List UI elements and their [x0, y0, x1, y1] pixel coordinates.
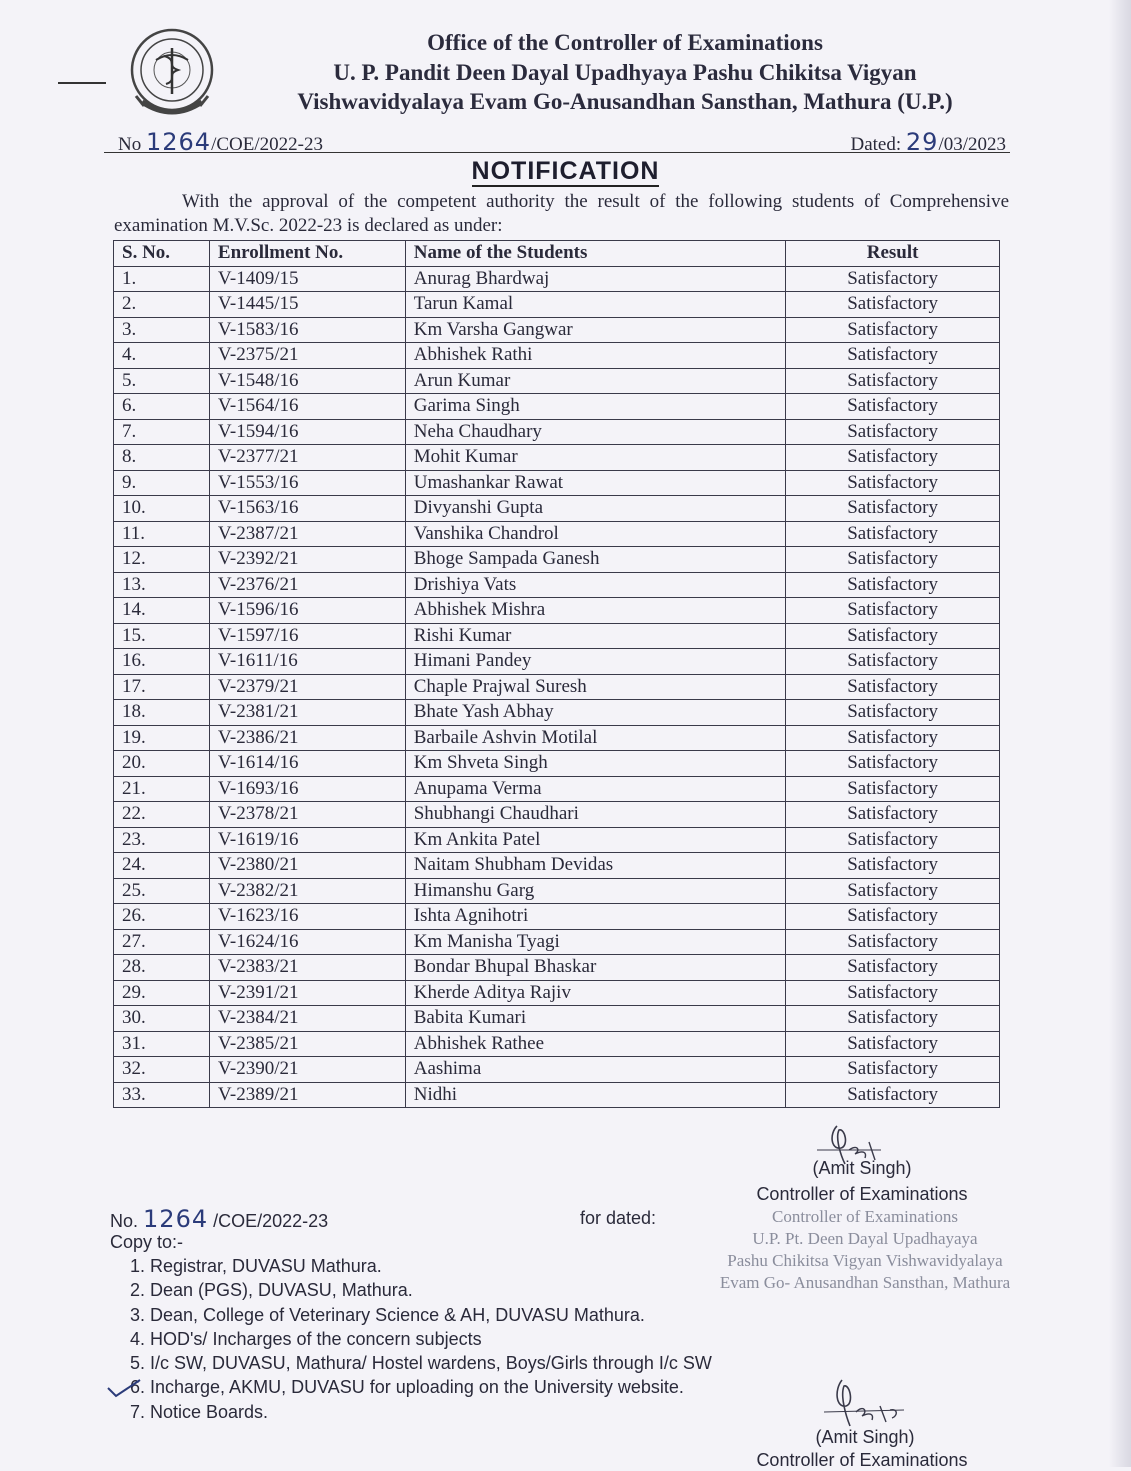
- copy-to-item: 2. Dean (PGS), DUVASU, Mathura.: [150, 1278, 712, 1302]
- cell-enrollment: V-1611/16: [209, 649, 405, 675]
- table-row: [114, 266, 1000, 292]
- cell-sno: 4.: [114, 343, 210, 369]
- cell-sno: 27.: [114, 929, 210, 955]
- cell-enrollment: V-1409/15: [209, 266, 405, 292]
- table-row: [114, 725, 1000, 751]
- official-stamp: [700, 1206, 1030, 1294]
- cell-enrollment: V-1693/16: [209, 776, 405, 802]
- cell-result: Satisfactory: [786, 394, 1000, 420]
- cell-sno: 25.: [114, 878, 210, 904]
- cell-student-name: Tarun Kamal: [405, 292, 785, 318]
- cell-result: Satisfactory: [786, 317, 1000, 343]
- results-header-row: [114, 241, 1000, 267]
- notification-title-text: NOTIFICATION: [471, 157, 660, 185]
- reference-no-handwritten: 1264: [145, 128, 212, 156]
- cell-enrollment: V-2391/21: [209, 980, 405, 1006]
- cell-student-name: Naitam Shubham Devidas: [405, 853, 785, 879]
- reference-no-suffix: /COE/2022-23: [211, 134, 323, 155]
- cell-enrollment: V-2384/21: [209, 1006, 405, 1032]
- stamp-line-2: U.P. Pt. Deen Dayal Upadhayaya: [752, 1229, 978, 1248]
- cell-student-name: Babita Kumari: [405, 1006, 785, 1032]
- cell-student-name: Himani Pandey: [405, 649, 785, 675]
- cell-enrollment: V-1623/16: [209, 904, 405, 930]
- cell-result: Satisfactory: [786, 343, 1000, 369]
- cell-sno: 13.: [114, 572, 210, 598]
- cell-enrollment: V-1553/16: [209, 470, 405, 496]
- cell-student-name: Bhate Yash Abhay: [405, 700, 785, 726]
- table-row: [114, 547, 1000, 573]
- results-body: [114, 266, 1000, 1108]
- cell-student-name: Abhishek Rathi: [405, 343, 785, 369]
- cell-result: Satisfactory: [786, 878, 1000, 904]
- cell-sno: 32.: [114, 1057, 210, 1083]
- cell-student-name: Anupama Verma: [405, 776, 785, 802]
- table-row: [114, 623, 1000, 649]
- cell-enrollment: V-1583/16: [209, 317, 405, 343]
- cell-sno: 16.: [114, 649, 210, 675]
- cell-sno: 22.: [114, 802, 210, 828]
- table-row: [114, 904, 1000, 930]
- cell-sno: 18.: [114, 700, 210, 726]
- cell-enrollment: V-1619/16: [209, 827, 405, 853]
- cell-student-name: Bondar Bhupal Bhaskar: [405, 955, 785, 981]
- copy-to-item: 6. Incharge, AKMU, DUVASU for uploading on the University website.: [150, 1375, 712, 1399]
- footer-reference-number: [110, 1205, 328, 1233]
- margin-mark: [58, 82, 106, 84]
- footer-no-handwritten: 1264: [143, 1205, 209, 1233]
- table-row: [114, 827, 1000, 853]
- cell-sno: 8.: [114, 445, 210, 471]
- cell-student-name: Neha Chaudhary: [405, 419, 785, 445]
- table-row: [114, 1082, 1000, 1108]
- cell-enrollment: V-2382/21: [209, 878, 405, 904]
- cell-result: Satisfactory: [786, 445, 1000, 471]
- cell-result: Satisfactory: [786, 904, 1000, 930]
- cell-result: Satisfactory: [786, 598, 1000, 624]
- cell-student-name: Km Shveta Singh: [405, 751, 785, 777]
- table-row: [114, 470, 1000, 496]
- cell-result: Satisfactory: [786, 827, 1000, 853]
- cell-student-name: Aashima: [405, 1057, 785, 1083]
- cell-student-name: Mohit Kumar: [405, 445, 785, 471]
- table-row: [114, 929, 1000, 955]
- intro-paragraph: With the approval of the competent authority the result of the following students of Comprehensive examination M.V.Sc. 2022-23 is declared as under:: [114, 191, 1009, 236]
- university-seal-logo: [122, 22, 222, 122]
- cell-enrollment: V-2386/21: [209, 725, 405, 751]
- cell-student-name: Divyanshi Gupta: [405, 496, 785, 522]
- cell-student-name: Chaple Prajwal Suresh: [405, 674, 785, 700]
- table-row: [114, 700, 1000, 726]
- signatory-title-2: Controller of Examinations: [756, 1450, 968, 1470]
- cell-sno: 15.: [114, 623, 210, 649]
- header-university-location: Vishwavidyalaya Evam Go-Anusandhan Sansthan, Mathura (U.P.): [297, 89, 953, 114]
- cell-enrollment: V-2379/21: [209, 674, 405, 700]
- cell-student-name: Garima Singh: [405, 394, 785, 420]
- table-row: [114, 955, 1000, 981]
- cell-sno: 2.: [114, 292, 210, 318]
- stamp-line-4: Evam Go- Anusandhan Sansthan, Mathura: [719, 1273, 1011, 1292]
- cell-enrollment: V-2389/21: [209, 1082, 405, 1108]
- cell-sno: 14.: [114, 598, 210, 624]
- results-table: [113, 240, 1000, 1108]
- footer-no-label: No.: [110, 1211, 139, 1231]
- cell-result: Satisfactory: [786, 266, 1000, 292]
- copy-to-item: 4. HOD's/ Incharges of the concern subjects: [150, 1327, 712, 1351]
- cell-result: Satisfactory: [786, 572, 1000, 598]
- cell-result: Satisfactory: [786, 751, 1000, 777]
- reference-line: [104, 126, 1010, 156]
- cell-result: Satisfactory: [786, 725, 1000, 751]
- footer-no-suffix: /COE/2022-23: [213, 1211, 329, 1231]
- cell-student-name: Abhishek Rathee: [405, 1031, 785, 1057]
- header-university-name: U. P. Pandit Deen Dayal Upadhyaya Pashu Chikitsa Vigyan: [333, 60, 917, 85]
- cell-sno: 6.: [114, 394, 210, 420]
- reference-number: [118, 128, 323, 156]
- table-row: [114, 572, 1000, 598]
- reference-no-label: No: [118, 134, 142, 155]
- cell-enrollment: V-2390/21: [209, 1057, 405, 1083]
- cell-sno: 5.: [114, 368, 210, 394]
- cell-sno: 24.: [114, 853, 210, 879]
- signatory-name-2: (Amit Singh): [815, 1427, 915, 1447]
- cell-enrollment: V-2387/21: [209, 521, 405, 547]
- cell-result: Satisfactory: [786, 419, 1000, 445]
- cell-result: Satisfactory: [786, 649, 1000, 675]
- cell-enrollment: V-2385/21: [209, 1031, 405, 1057]
- dated-rest: /03/2023: [938, 134, 1006, 155]
- cell-student-name: Bhoge Sampada Ganesh: [405, 547, 785, 573]
- table-row: [114, 1057, 1000, 1083]
- cell-sno: 17.: [114, 674, 210, 700]
- cell-result: Satisfactory: [786, 980, 1000, 1006]
- table-row: [114, 980, 1000, 1006]
- cell-enrollment: V-1597/16: [209, 623, 405, 649]
- cell-enrollment: V-1548/16: [209, 368, 405, 394]
- cell-sno: 1.: [114, 266, 210, 292]
- cell-result: Satisfactory: [786, 802, 1000, 828]
- cell-sno: 23.: [114, 827, 210, 853]
- table-row: [114, 802, 1000, 828]
- table-row: [114, 776, 1000, 802]
- cell-sno: 30.: [114, 1006, 210, 1032]
- copy-to-item: 1. Registrar, DUVASU Mathura.: [150, 1254, 712, 1278]
- cell-sno: 12.: [114, 547, 210, 573]
- cell-result: Satisfactory: [786, 1057, 1000, 1083]
- cell-student-name: Drishiya Vats: [405, 572, 785, 598]
- table-row: [114, 598, 1000, 624]
- signature-scribble-2: [820, 1376, 906, 1428]
- cell-student-name: Umashankar Rawat: [405, 470, 785, 496]
- cell-result: Satisfactory: [786, 674, 1000, 700]
- cell-sno: 33.: [114, 1082, 210, 1108]
- cell-enrollment: V-2376/21: [209, 572, 405, 598]
- cell-sno: 9.: [114, 470, 210, 496]
- cell-enrollment: V-2380/21: [209, 853, 405, 879]
- cell-student-name: Arun Kumar: [405, 368, 785, 394]
- table-row: [114, 674, 1000, 700]
- table-row: [114, 394, 1000, 420]
- cell-student-name: Shubhangi Chaudhari: [405, 802, 785, 828]
- cell-sno: 7.: [114, 419, 210, 445]
- cell-sno: 20.: [114, 751, 210, 777]
- table-row: [114, 445, 1000, 471]
- copy-to-list: [110, 1254, 712, 1424]
- copy-to-item: 5. I/c SW, DUVASU, Mathura/ Hostel wardens, Boys/Girls through I/c SW: [150, 1351, 712, 1375]
- cell-sno: 21.: [114, 776, 210, 802]
- copy-to-item: 7. Notice Boards.: [150, 1400, 712, 1424]
- cell-result: Satisfactory: [786, 955, 1000, 981]
- table-row: [114, 649, 1000, 675]
- cell-sno: 26.: [114, 904, 210, 930]
- cell-student-name: Km Varsha Gangwar: [405, 317, 785, 343]
- signatory-title-1: Controller of Examinations: [756, 1184, 968, 1204]
- cell-sno: 11.: [114, 521, 210, 547]
- cell-result: Satisfactory: [786, 929, 1000, 955]
- reference-date: [850, 128, 1006, 156]
- table-row: [114, 419, 1000, 445]
- copy-to-label: Copy to:-: [110, 1232, 184, 1252]
- cell-student-name: Vanshika Chandrol: [405, 521, 785, 547]
- table-row: [114, 496, 1000, 522]
- cell-result: Satisfactory: [786, 496, 1000, 522]
- stamp-line-1: Controller of Examinations: [771, 1207, 959, 1226]
- cell-student-name: Rishi Kumar: [405, 623, 785, 649]
- cell-result: Satisfactory: [786, 1082, 1000, 1108]
- header-result: Result: [786, 241, 1000, 267]
- cell-result: Satisfactory: [786, 700, 1000, 726]
- header-sno: S. No.: [114, 241, 210, 267]
- cell-enrollment: V-1624/16: [209, 929, 405, 955]
- cell-enrollment: V-1596/16: [209, 598, 405, 624]
- table-row: [114, 1006, 1000, 1032]
- table-row: [114, 1031, 1000, 1057]
- cell-result: Satisfactory: [786, 292, 1000, 318]
- signatory-name-1: (Amit Singh): [812, 1158, 912, 1178]
- dated-label: Dated:: [850, 134, 902, 155]
- cell-enrollment: V-2383/21: [209, 955, 405, 981]
- header-enrollment: Enrollment No.: [209, 241, 405, 267]
- cell-result: Satisfactory: [786, 547, 1000, 573]
- cell-result: Satisfactory: [786, 1031, 1000, 1057]
- cell-sno: 3.: [114, 317, 210, 343]
- cell-student-name: Barbaile Ashvin Motilal: [405, 725, 785, 751]
- cell-student-name: Kherde Aditya Rajiv: [405, 980, 785, 1006]
- cell-student-name: Himanshu Garg: [405, 878, 785, 904]
- page-edge-shadow: [1109, 0, 1131, 1467]
- cell-enrollment: V-1614/16: [209, 751, 405, 777]
- footer-for-dated: for dated:: [580, 1208, 657, 1228]
- cell-student-name: Km Manisha Tyagi: [405, 929, 785, 955]
- cell-enrollment: V-2377/21: [209, 445, 405, 471]
- table-row: [114, 368, 1000, 394]
- cell-result: Satisfactory: [786, 470, 1000, 496]
- table-row: [114, 853, 1000, 879]
- cell-enrollment: V-1564/16: [209, 394, 405, 420]
- cell-enrollment: V-1594/16: [209, 419, 405, 445]
- cell-student-name: Km Ankita Patel: [405, 827, 785, 853]
- table-row: [114, 292, 1000, 318]
- cell-enrollment: V-2392/21: [209, 547, 405, 573]
- cell-result: Satisfactory: [786, 368, 1000, 394]
- cell-student-name: Anurag Bhardwaj: [405, 266, 785, 292]
- stamp-line-3: Pashu Chikitsa Vigyan Vishwavidyalaya: [727, 1251, 1003, 1270]
- cell-sno: 10.: [114, 496, 210, 522]
- header-office-title: Office of the Controller of Examinations: [427, 30, 823, 55]
- cell-result: Satisfactory: [786, 776, 1000, 802]
- cell-result: Satisfactory: [786, 623, 1000, 649]
- cell-student-name: Abhishek Mishra: [405, 598, 785, 624]
- cell-result: Satisfactory: [786, 521, 1000, 547]
- cell-sno: 19.: [114, 725, 210, 751]
- dated-day-handwritten: 29: [905, 128, 939, 156]
- cell-enrollment: V-1445/15: [209, 292, 405, 318]
- cell-student-name: Nidhi: [405, 1082, 785, 1108]
- cell-result: Satisfactory: [786, 1006, 1000, 1032]
- table-row: [114, 317, 1000, 343]
- table-row: [114, 521, 1000, 547]
- cell-sno: 29.: [114, 980, 210, 1006]
- cell-sno: 31.: [114, 1031, 210, 1057]
- cell-result: Satisfactory: [786, 853, 1000, 879]
- cell-sno: 28.: [114, 955, 210, 981]
- header-student-name: Name of the Students: [405, 241, 785, 267]
- cell-student-name: Ishta Agnihotri: [405, 904, 785, 930]
- cell-enrollment: V-2375/21: [209, 343, 405, 369]
- table-row: [114, 751, 1000, 777]
- cell-enrollment: V-2378/21: [209, 802, 405, 828]
- notification-title: [0, 157, 1131, 186]
- table-row: [114, 878, 1000, 904]
- cell-enrollment: V-1563/16: [209, 496, 405, 522]
- table-row: [114, 343, 1000, 369]
- cell-enrollment: V-2381/21: [209, 700, 405, 726]
- copy-to-item: 3. Dean, College of Veterinary Science & AH, DUVASU Mathura.: [150, 1303, 712, 1327]
- handwritten-check-mark: [106, 1378, 142, 1398]
